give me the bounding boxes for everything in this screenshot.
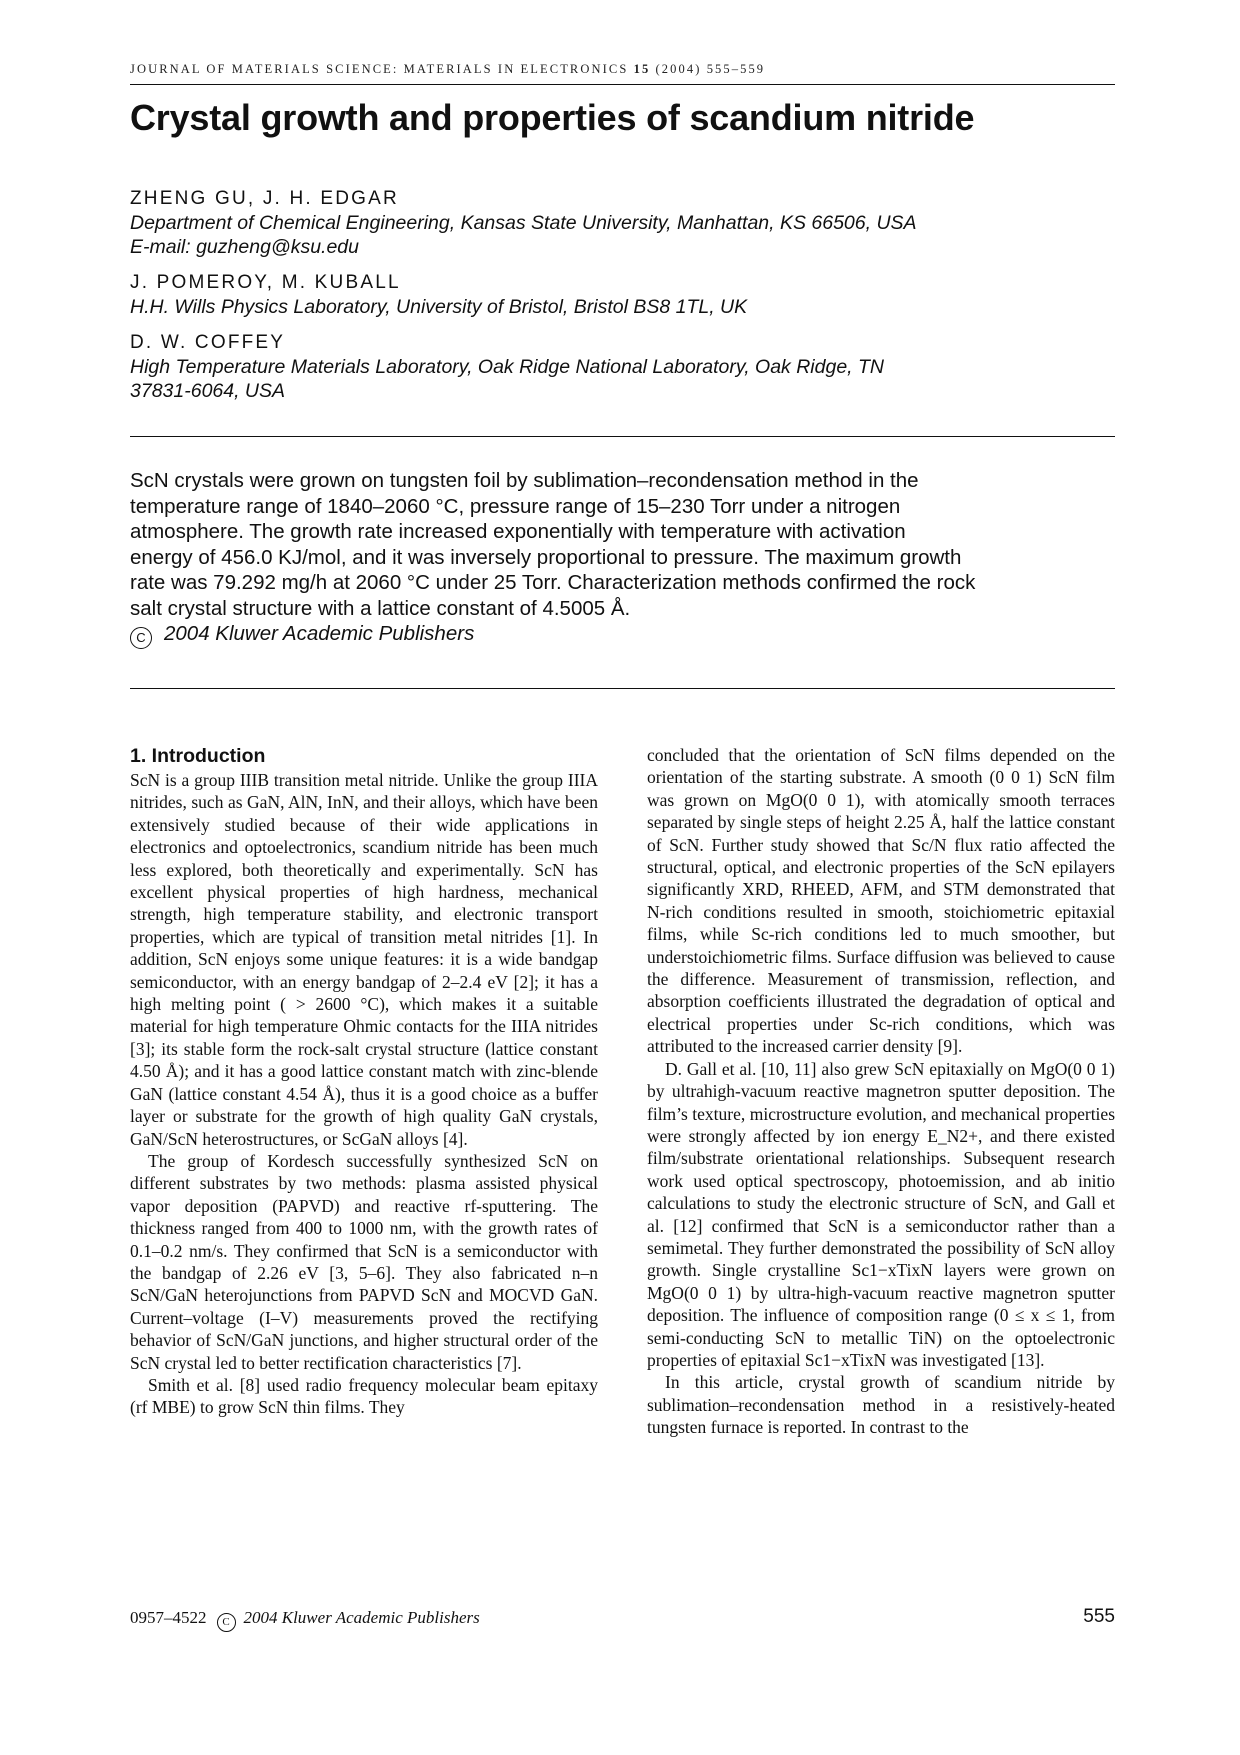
header-rule (130, 84, 1115, 85)
author-group (130, 270, 1115, 319)
abstract (130, 468, 1115, 649)
journal-name: JOURNAL OF MATERIALS SCIENCE: MATERIALS IN ELECTRONICS (130, 62, 629, 76)
email-line: E-mail: guzheng@ksu.edu (130, 236, 360, 258)
page-number: 555 (1083, 1606, 1115, 1627)
left-column (130, 744, 598, 1419)
journal-year-pages: (2004) 555–559 (655, 62, 766, 76)
paragraph: ScN is a group IIIB transition metal nitride. Unlike the group IIIA nitrides, such as GaN, AlN, InN, and their alloys, which have been extensively studied because of their wide applications in electronics and optoelectronics, scandium nitride has been much less explored, both theoretically and experimentally. ScN has excellent physical properties of high hardness, mechanical strength, high temperature stability, and electronic transport properties, which are typical of transition metal nitrides [1]. In addition, ScN enjoys some unique features: it is a wide bandgap semiconductor, with an energy bandgap of 2–2.4 eV [2]; it has a high melting point ( > 2600 °C), which makes it a suitable material for high temperature Ohmic contacts for the IIIA nitrides [3]; its stable form the rock-salt crystal structure (lattice constant 4.50 Å); and it has a good lattice constant match with zinc-blende GaN (lattice constant 4.54 Å), thus it is a good choice as a buffer layer or substrate for the growth of high quality GaN crystals, GaN/ScN heterostructures, or ScGaN alloys [4]. (130, 770, 598, 1149)
journal-volume: 15 (633, 62, 651, 76)
abstract-line: salt crystal structure with a lattice constant of 4.5005 Å. (130, 596, 631, 620)
author-block (130, 186, 1115, 414)
paragraph: D. Gall et al. [10, 11] also grew ScN epitaxially on MgO(0 0 1) by ultrahigh-vacuum reactive magnetron sputter deposition. The film’s texture, microstructure evolution, and mechanical properties were strongly affected by ion energy E_N2+, and there existed film/substrate orientational relationships. Subsequent research work used optical spectroscopy, photoemission, and ab initio calculations to study the electronic structure of ScN, and Gall et al. [12] confirmed that ScN is a semiconductor rather than a semimetal. They further demonstrated the possibility of ScN alloy growth. Single crystalline Sc1−xTixN layers were grown on MgO(0 0 1) by ultra-high-vacuum reactive magnetron sputter deposition. The influence of composition range (0 ≤ x ≤ 1, from semi-conducting ScN to metallic TiN) on the optoelectronic properties of epitaxial Sc1−xTixN was investigated [13]. (647, 1058, 1115, 1370)
footer-copyright: 2004 Kluwer Academic Publishers (243, 1608, 480, 1627)
author-group (130, 330, 1115, 403)
author-names: ZHENG GU, J. H. EDGAR (130, 188, 399, 209)
paper-title: Crystal growth and properties of scandium nitride (130, 97, 975, 138)
abstract-line: rate was 79.292 mg/h at 2060 °C under 25 Torr. Characterization methods confirmed the rock (130, 571, 976, 594)
paragraph: The group of Kordesch successfully synthesized ScN on different substrates by two methods: plasma assisted physical vapor deposition (PAPVD) and reactive rf-sputtering. The thickness ranged from 400 to 1000 nm, with the growth rates of 0.1–0.2 nm/s. They confirmed that ScN is a semiconductor with the bandgap of 2.26 eV [3, 5–6]. They also fabricated n–n ScN/GaN heterojunctions from PAPVD ScN and MOCVD GaN. Current–voltage (I–V) measurements proved the rectifying behavior of ScN/GaN junctions, and higher structural order of the ScN crystal led to better rectification characteristics [7]. (130, 1150, 598, 1373)
paper-page (130, 0, 1115, 1755)
copyright-symbol: C (130, 627, 152, 649)
affiliation-line: Department of Chemical Engineering, Kansas State University, Manhattan, KS 66506, USA (130, 212, 917, 234)
footer-left (130, 1608, 480, 1632)
affiliation-line: 37831-6064, USA (130, 380, 286, 402)
paragraph: Smith et al. [8] used radio frequency molecular beam epitaxy (rf MBE) to grow ScN thin films. They (130, 1374, 598, 1418)
abstract-top-rule (130, 436, 1115, 437)
paragraph: concluded that the orientation of ScN films depended on the orientation of the starting substrate. A smooth (0 0 1) ScN film was grown on MgO(0 0 1), with atomically smooth terraces separated by single steps of height 2.25 Å, half the lattice constant of ScN. Further study showed that Sc/N flux ratio affected the structural, optical, and electronic properties of the ScN epilayers significantly XRD, RHEED, AFM, and STM demonstrated that N-rich conditions resulted in smooth, stoichiometric epitaxial films, while Sc-rich conditions led to much smoother, but understoichiometric films. Surface diffusion was believed to cause the difference. Measurement of transmission, reflection, and absorption coefficients illustrated the degradation of optical and electrical properties under Sc-rich conditions, which was attributed to the increased carrier density [9]. (647, 745, 1115, 1057)
paragraph: In this article, crystal growth of scandium nitride by sublimation–recondensation method in a resistively-heated tungsten furnace is reported. In contrast to the (647, 1372, 1115, 1438)
abstract-line: atmosphere. The growth rate increased exponentially with temperature with activation (130, 520, 906, 543)
abstract-bottom-rule (130, 688, 1115, 689)
right-column (647, 744, 1115, 1439)
abstract-copyright (130, 621, 1115, 649)
abstract-line: energy of 456.0 KJ/mol, and it was inversely proportional to pressure. The maximum growth (130, 545, 962, 569)
section-heading: 1. Introduction (130, 745, 266, 767)
issn: 0957–4522 (130, 1608, 207, 1627)
running-head (130, 62, 1115, 77)
abstract-line: ScN crystals were grown on tungsten foil by sublimation–recondensation method in the (130, 469, 919, 492)
affiliation-line: H.H. Wills Physics Laboratory, University of Bristol, Bristol BS8 1TL, UK (130, 296, 748, 318)
author-group (130, 186, 1115, 259)
affiliation-line: High Temperature Materials Laboratory, Oak Ridge National Laboratory, Oak Ridge, TN (130, 356, 884, 378)
copyright-symbol: C (217, 1613, 236, 1632)
abstract-copyright-text: 2004 Kluwer Academic Publishers (164, 622, 475, 645)
author-names: J. POMEROY, M. KUBALL (130, 272, 401, 293)
abstract-line: temperature range of 1840–2060 °C, pressure range of 15–230 Torr under a nitrogen (130, 494, 901, 518)
author-names: D. W. COFFEY (130, 332, 286, 353)
